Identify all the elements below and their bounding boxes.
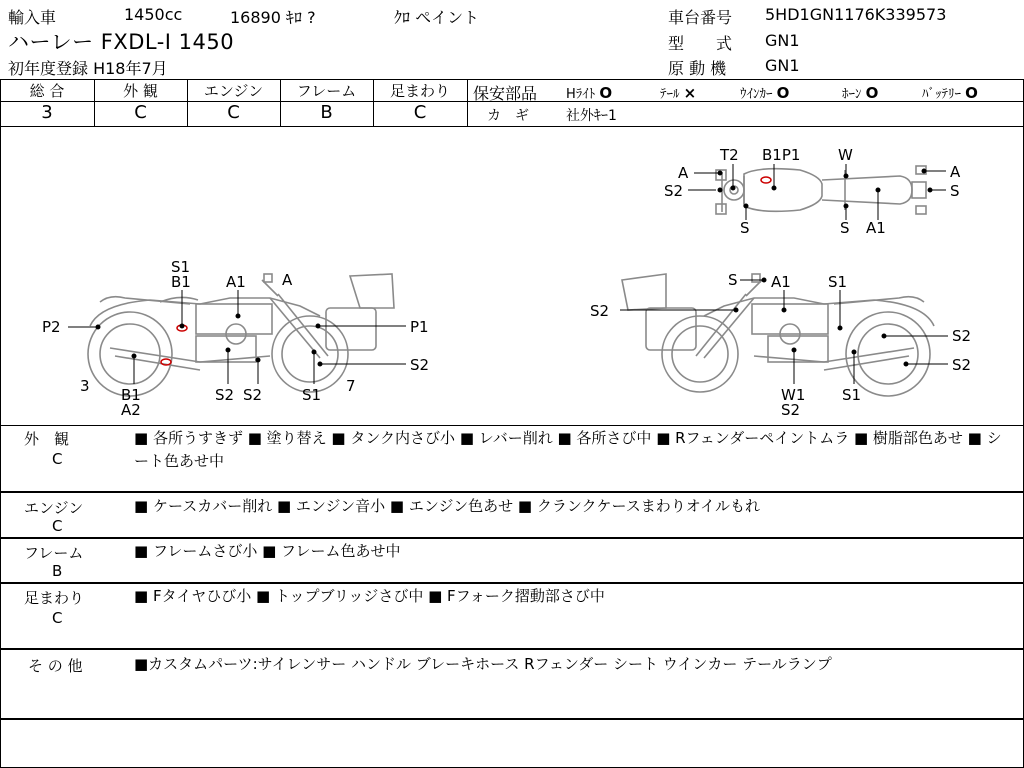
- note-suspension-title: 足まわり: [24, 589, 85, 607]
- right-label-w1: W1: [781, 386, 806, 404]
- top-label-s-right: S: [950, 182, 960, 200]
- grade-frame-value: B: [320, 102, 333, 123]
- right-view-bike: [622, 274, 934, 396]
- key-value: 社外ｷｰ1: [566, 108, 617, 124]
- left-label-s1-bottom: S1: [302, 386, 322, 404]
- safety-horn: ﾎｰﾝ O: [842, 84, 879, 102]
- left-label-b1-top: B1: [171, 273, 191, 291]
- top-label-w: W: [838, 146, 853, 164]
- grade-overall-value: 3: [41, 102, 53, 123]
- note-suspension-grade: C: [52, 609, 63, 627]
- maker-model: ハーレー FXDL-I 1450: [8, 30, 235, 54]
- note-other-text: ■カスタムパーツ:サイレンサー ハンドル ブレーキホース Rフェンダー シート ウインカー テールランプ: [134, 655, 832, 673]
- top-label-a-right: A: [950, 163, 961, 181]
- left-label-a2: A2: [121, 401, 141, 419]
- right-label-s2-upper: S2: [952, 327, 972, 345]
- note-suspension-text: ■ Fタイヤひび小 ■ トップブリッジさび中 ■ Fフォーク摺動部さび中: [134, 587, 605, 605]
- top-label-s2: S2: [664, 182, 684, 200]
- safety-winker: ｳｲﾝｶｰ O: [740, 84, 790, 102]
- note-frame-title: フレーム: [24, 544, 84, 562]
- left-label-s2-a: S2: [215, 386, 235, 404]
- model-code: GN1: [765, 31, 800, 50]
- left-label-p2: P2: [42, 318, 61, 336]
- right-label-s: S: [728, 271, 738, 289]
- top-label-s-bottom-left: S: [740, 219, 750, 237]
- mileage: 16890 ｷﾛ ?: [230, 8, 316, 27]
- first-registration: 初年度登録 H18年7月: [8, 59, 168, 78]
- right-label-s1-top: S1: [828, 273, 848, 291]
- vehicle-type-label: 輸入車: [8, 8, 57, 27]
- left-label-s2-right: S2: [410, 356, 430, 374]
- displacement: 1450cc: [124, 5, 183, 24]
- top-label-t2: T2: [720, 146, 739, 164]
- note-frame-grade: B: [52, 562, 63, 580]
- note-exterior-title: 外 観: [24, 430, 70, 448]
- note-frame-text: ■ フレームさび小 ■ フレーム色あせ中: [134, 542, 401, 560]
- key-label: カ ギ: [487, 108, 529, 124]
- safety-headlight: Hﾗｲﾄ O: [566, 84, 613, 102]
- right-label-s2-lower: S2: [952, 356, 972, 374]
- chassis-number: 5HD1GN1176K339573: [765, 5, 947, 24]
- chassis-label: 車台番号: [668, 8, 733, 27]
- left-label-s2-b: S2: [243, 386, 263, 404]
- note-engine-text: ■ ケースカバー削れ ■ エンジン音小 ■ エンジン色あせ ■ クランクケースまわりオイルもれ: [134, 497, 761, 515]
- model-label: 型 式: [668, 34, 733, 53]
- grade-engine-value: C: [227, 102, 240, 123]
- note-engine-title: エンジン: [24, 499, 84, 517]
- grade-exterior-value: C: [134, 102, 147, 123]
- right-label-s2-bottom: S2: [781, 401, 801, 419]
- engine-code: GN1: [765, 56, 800, 75]
- note-exterior-grade: C: [52, 450, 63, 468]
- left-label-7: 7: [346, 377, 356, 395]
- engine-label: 原 動 機: [668, 59, 727, 78]
- top-label-b1p1: B1P1: [762, 146, 801, 164]
- left-label-b1-bottom: B1: [121, 386, 141, 404]
- left-label-a: A: [282, 271, 293, 289]
- top-label-s-bottom: S: [840, 219, 850, 237]
- left-label-3: 3: [80, 377, 90, 395]
- paint: ｸﾛ ペイント: [394, 8, 480, 27]
- left-label-p1: P1: [410, 318, 429, 336]
- note-exterior-text: ■ 各所うすきず ■ 塗り替え ■ タンク内さび小 ■ レバー削れ ■ 各所さび中 ■ Rフェンダーペイントムラ ■ 樹脂部色あせ ■ シート色あせ中: [134, 429, 1002, 470]
- top-label-a-left: A: [678, 164, 689, 182]
- left-label-a1: A1: [226, 273, 246, 291]
- motorcycle-diagrams: [0, 126, 1024, 426]
- top-label-a1: A1: [866, 219, 886, 237]
- note-other-title: そ の 他: [28, 657, 83, 675]
- right-label-a1: A1: [771, 273, 791, 291]
- grade-frame-label: フレーム: [296, 82, 357, 100]
- safety-battery: ﾊﾞｯﾃﾘｰ O: [922, 84, 978, 102]
- grade-suspension-value: C: [413, 102, 427, 123]
- left-label-s1-top: S1: [171, 258, 191, 276]
- grade-exterior-label: 外 観: [123, 82, 158, 100]
- safety-label: 保安部品: [473, 84, 538, 103]
- note-engine-grade: C: [52, 517, 63, 535]
- grade-overall-label: 総 合: [29, 82, 65, 100]
- right-label-s2-left: S2: [590, 302, 610, 320]
- right-label-s1-bottom: S1: [842, 386, 862, 404]
- grade-suspension-label: 足まわり: [389, 82, 450, 100]
- safety-taillight: ﾃｰﾙ ×: [660, 84, 697, 102]
- grade-engine-label: エンジン: [203, 82, 264, 100]
